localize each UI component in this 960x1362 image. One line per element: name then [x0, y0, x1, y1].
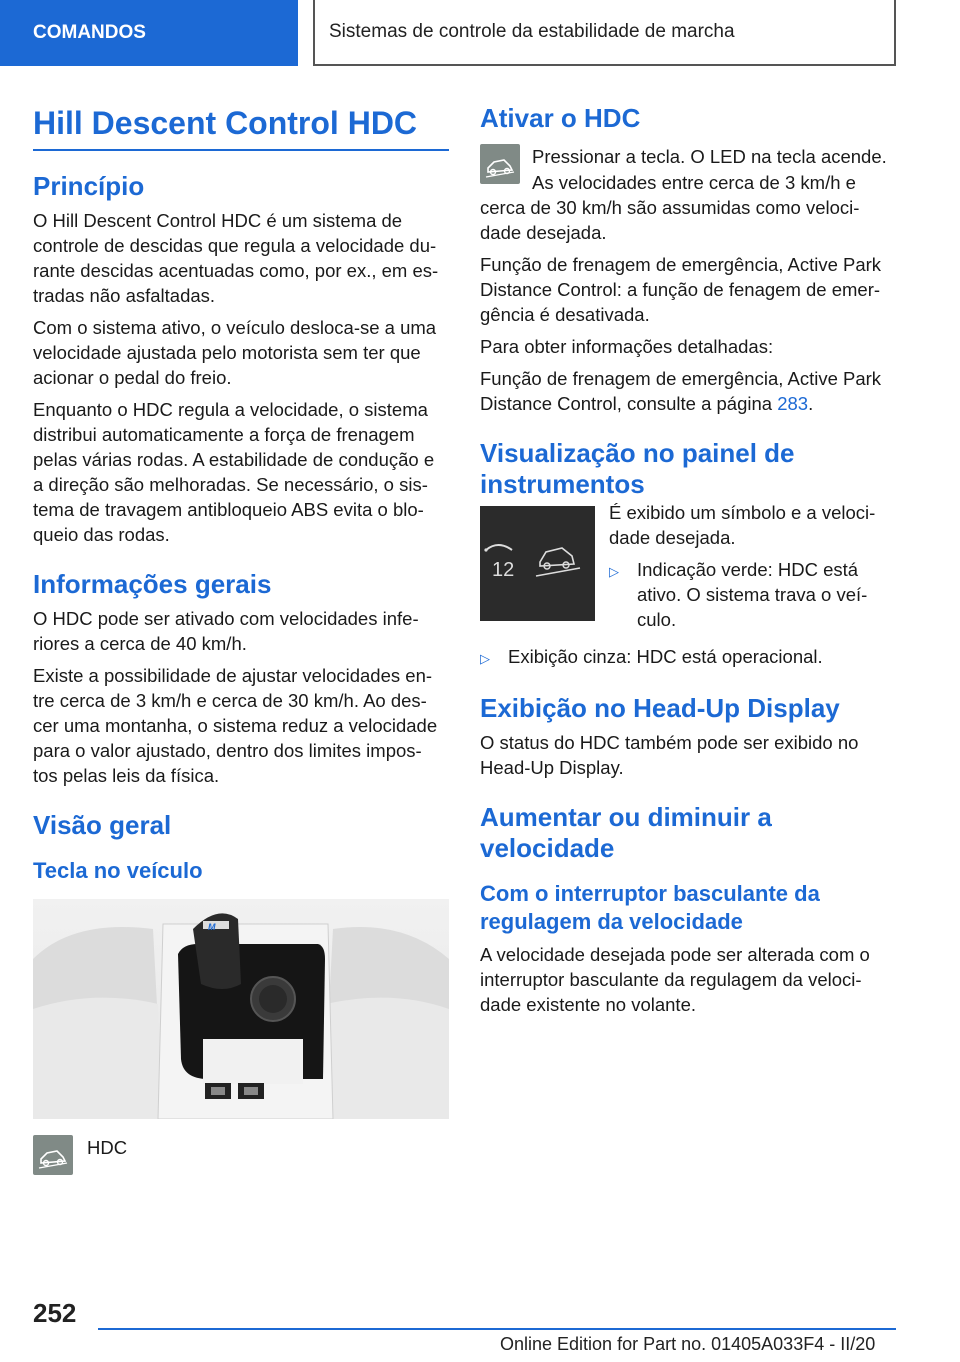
principle-paragraph-1: O Hill Descent Control HDC é um sistema de controle de descidas que regula a velocidade du‐ rante descidas acentuadas como, por ex., em es‐ tradas não asfaltadas. — [33, 210, 439, 306]
edition-text: Online Edition for Part no. 01405A033F4 - II/20 — [500, 1334, 876, 1354]
hdc-icon — [33, 1135, 73, 1175]
page-link[interactable]: 283 — [777, 393, 809, 414]
display-paragraph-1: É exibido um símbolo e a veloci‐ dade desejada. — [609, 502, 876, 548]
cluster-text — [609, 502, 896, 640]
right-column — [480, 103, 896, 1024]
bullet-green-text: Indicação verde: HDC está ativo. O sistema trava o veí‐ culo. — [637, 559, 868, 630]
hud-paragraph-1: O status do HDC também pode ser exibido no Head-Up Display. — [480, 732, 859, 778]
general-paragraph-2: Existe a possibilidade de ajustar velocidades en‐ tre cerca de 3 km/h e cerca de 30 km/h. Ao des‐ cer uma montanha, o sistema reduz a velocidade para o valor ajustado, dentro dos limites impos‐ tos pelas leis da física. — [33, 665, 438, 786]
page-number: 252 — [33, 1298, 77, 1328]
key-heading: Tecla no veículo — [33, 858, 203, 883]
cluster-display-image — [480, 506, 595, 621]
m-logo: M — [208, 922, 216, 932]
title-rule — [33, 149, 449, 151]
overview-heading: Visão geral — [33, 810, 172, 840]
activate-paragraph-1: Pressionar a tecla. O LED na tecla acende. — [532, 146, 887, 167]
bullet-green — [609, 557, 896, 632]
hud-heading: Exibição no Head-Up Display — [480, 693, 840, 723]
triangle-bullet-icon: ▷ — [480, 651, 490, 666]
activate-paragraph-4: Para obter informações detalhadas: — [480, 336, 774, 357]
activate-p5-end: . — [808, 393, 814, 414]
bullet-grey-text: Exibição cinza: HDC está operacional. — [508, 646, 823, 667]
principle-heading: Princípio — [33, 171, 145, 201]
general-heading: Informações gerais — [33, 569, 272, 599]
activate-p5-text: Função de frenagem de emergência, Active Park Distance Control, consulte a página — [480, 368, 882, 414]
cluster-row — [480, 502, 896, 640]
activate-paragraph-2: As velocidades entre cerca de 3 km/h e cerca de 30 km/h são assumidas como veloci‐ dade desejada. — [480, 172, 860, 243]
hdc-caption — [33, 1135, 449, 1175]
activate-paragraph-3: Função de frenagem de emergência, Active Park Distance Control: a função de fenagem de emer‐ gência é desativada. — [480, 254, 882, 325]
activate-heading: Ativar o HDC — [480, 103, 641, 133]
cluster-speed: 12 — [492, 559, 515, 581]
triangle-bullet-icon: ▷ — [609, 564, 619, 579]
page-title: Hill Descent Control HDC — [33, 105, 418, 141]
caption-label: HDC — [87, 1137, 128, 1158]
display-heading: Visualização no painel de instrumentos — [480, 438, 795, 499]
footer-rule — [98, 1328, 896, 1330]
principle-paragraph-2: Com o sistema ativo, o veículo desloca-se a uma velocidade ajustada pelo motorista sem ter que acionar o pedal do freio. — [33, 317, 437, 388]
bullet-grey — [480, 644, 896, 671]
center-console-photo — [33, 899, 449, 1119]
left-column — [33, 103, 449, 1175]
general-paragraph-1: O HDC pode ser ativado com velocidades infe‐ riores a cerca de 40 km/h. — [33, 608, 419, 654]
hdc-icon — [480, 144, 520, 184]
activate-paragraph-5 — [480, 366, 896, 416]
principle-paragraph-3: Enquanto o HDC regula a velocidade, o sistema distribui automaticamente a força de frenagem pelas várias rodas. A estabilidade de condução e a direção são melhoradas. Se necessário, o sis‐ tema de travagem antibloqueio ABS evita o blo‐ queio das rodas. — [33, 399, 435, 545]
rocker-heading: Com o interruptor basculante da regulagem da velocidade — [480, 881, 820, 934]
rocker-paragraph-1: A velocidade desejada pode ser alterada com o interruptor basculante da regulagem da veloci‐ dade existente no volante. — [480, 944, 870, 1015]
chapter-tab[interactable] — [0, 0, 298, 66]
section-title-box — [313, 0, 896, 66]
section-title: Sistemas de controle da estabilidade de marcha — [329, 21, 735, 42]
chapter-label: COMANDOS — [33, 22, 146, 43]
speed-heading: Aumentar ou diminuir a velocidade — [480, 802, 772, 863]
